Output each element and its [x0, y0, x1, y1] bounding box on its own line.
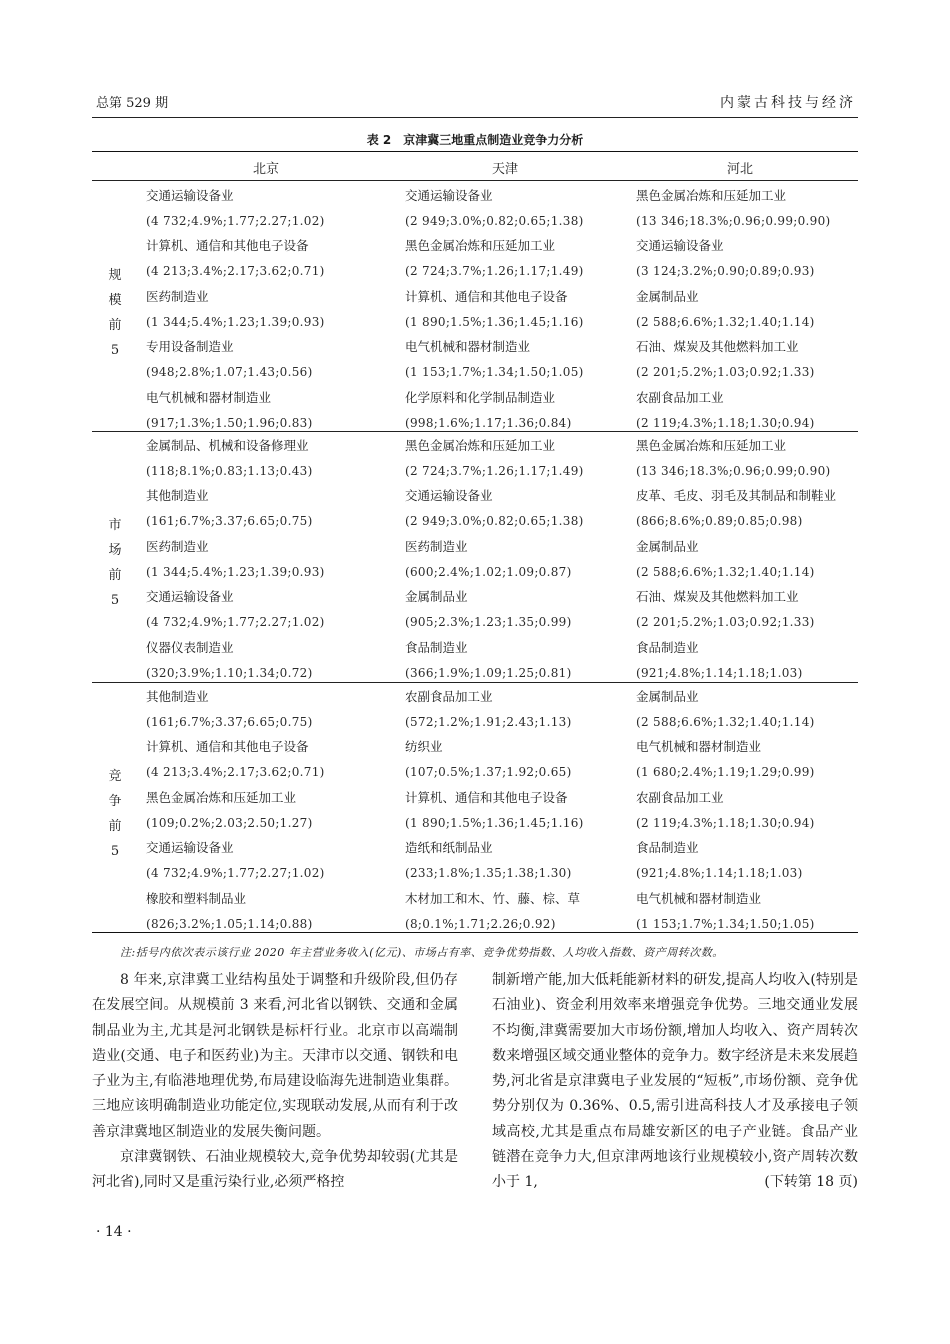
- industry-name: 黑色金属冶炼和压延加工业: [146, 789, 297, 805]
- table-cell-hebei: [636, 436, 831, 481]
- industry-stats: (2 588;6.6%;1.32;1.40;1.14): [636, 715, 815, 729]
- industry-name: 医药制造业: [146, 288, 209, 304]
- industry-name: 医药制造业: [146, 538, 209, 554]
- industry-name: 金属制品业: [636, 288, 699, 304]
- industry-stats: (572;1.2%;1.91;2.43;1.13): [405, 715, 572, 729]
- industry-stats: (998;1.6%;1.17;1.36;0.84): [405, 415, 572, 430]
- industry-name: 计算机、通信和其他电子设备: [146, 739, 309, 755]
- industry-stats: (921;4.8%;1.14;1.18;1.03): [636, 665, 803, 680]
- continuation-note: (下转第 18 页): [764, 1174, 858, 1191]
- table-cell-beijing: [146, 587, 325, 632]
- industry-stats: (118;8.1%;0.83;1.13;0.43): [146, 464, 313, 478]
- industry-name: 交通运输设备业: [146, 188, 234, 203]
- row-group-label-char: 前: [108, 318, 122, 333]
- industry-name: 农副食品加工业: [405, 689, 493, 704]
- table-title: 表 2 京津冀三地重点制造业竞争力分析: [366, 133, 584, 147]
- header-bottom-rule: [92, 180, 858, 181]
- industry-stats: (2 724;3.7%;1.26;1.17;1.49): [405, 464, 584, 478]
- industry-name: 石油、煤炭及其他燃料加工业: [636, 589, 799, 605]
- table-cell-beijing: [146, 687, 313, 732]
- industry-stats: (4 213;3.4%;2.17;3.62;0.71): [146, 264, 325, 279]
- industry-name: 计算机、通信和其他电子设备: [146, 238, 309, 254]
- journal-name: 内蒙古科技与经济: [720, 95, 856, 111]
- industry-stats: (4 732;4.9%;1.77;2.27;1.02): [146, 214, 325, 228]
- row-group-label-char: 场: [108, 543, 122, 558]
- industry-stats: (13 346;18.3%;0.96;0.99;0.90): [636, 464, 831, 478]
- column-header-tianjin: 天津: [491, 162, 518, 177]
- table-cell-hebei: [636, 486, 836, 531]
- table-cell-hebei: [636, 186, 831, 231]
- table-cell-beijing: [146, 486, 313, 531]
- table-cell-hebei: [636, 788, 815, 833]
- body-column-left: [92, 968, 458, 1196]
- industry-name: 黑色金属冶炼和压延加工业: [636, 438, 787, 453]
- row-group-label-char: 前: [108, 568, 122, 583]
- row-group-label-char: 5: [110, 343, 120, 358]
- table-cell-hebei: [636, 388, 815, 433]
- page-number: · 14 ·: [96, 1224, 132, 1240]
- industry-stats: (1 890;1.5%;1.36;1.45;1.16): [405, 314, 584, 329]
- paragraph: 京津冀钢铁、石油业规模较大,竞争优势却较弱(尤其是河北省),同时又是重污染行业,必须严格控: [92, 1149, 458, 1191]
- industry-name: 交通运输设备业: [405, 488, 493, 504]
- row-group-label-char: 模: [108, 293, 122, 308]
- industry-name: 交通运输设备业: [636, 238, 724, 254]
- table-cell-tianjin: [405, 287, 584, 332]
- table-cell-hebei: [636, 587, 815, 632]
- industry-stats: (2 588;6.6%;1.32;1.40;1.14): [636, 564, 815, 579]
- table-cell-tianjin: [405, 687, 572, 732]
- industry-name: 交通运输设备业: [146, 840, 234, 856]
- table-cell-beijing: [146, 337, 313, 382]
- table-cell-tianjin: [405, 236, 584, 281]
- table-cell-beijing: [146, 788, 313, 833]
- table-cell-tianjin: [405, 388, 572, 433]
- industry-stats: (4 732;4.9%;1.77;2.27;1.02): [146, 866, 325, 881]
- table-cell-hebei: [636, 687, 815, 732]
- industry-stats: (1 153;1.7%;1.34;1.50;1.05): [405, 365, 584, 380]
- header-rule: [92, 117, 858, 118]
- table-cell-hebei: [636, 638, 803, 683]
- industry-name: 黑色金属冶炼和压延加工业: [405, 238, 556, 254]
- industry-stats: (1 890;1.5%;1.36;1.45;1.16): [405, 815, 584, 830]
- industry-stats: (4 213;3.4%;2.17;3.62;0.71): [146, 765, 325, 780]
- industry-name: 电气机械和器材制造业: [636, 890, 762, 906]
- table-cell-hebei: [636, 337, 815, 382]
- table-cell-hebei: [636, 236, 815, 281]
- industry-name: 计算机、通信和其他电子设备: [405, 288, 568, 304]
- table-cell-tianjin: [405, 638, 572, 683]
- industry-stats: (2 949;3.0%;0.82;0.65;1.38): [405, 514, 584, 529]
- industry-stats: (2 201;5.2%;1.03;0.92;1.33): [636, 365, 815, 380]
- industry-name: 食品制造业: [636, 840, 699, 856]
- industry-name: 食品制造业: [405, 639, 468, 655]
- body-column-right: [492, 968, 858, 1196]
- industry-name: 黑色金属冶炼和压延加工业: [636, 188, 787, 203]
- industry-name: 金属制品业: [636, 538, 699, 554]
- industry-stats: (2 119;4.3%;1.18;1.30;0.94): [636, 815, 815, 830]
- industry-name: 石油、煤炭及其他燃料加工业: [636, 339, 799, 355]
- industry-name: 黑色金属冶炼和压延加工业: [405, 438, 556, 453]
- paragraph: [492, 968, 858, 1196]
- industry-stats: (2 201;5.2%;1.03;0.92;1.33): [636, 615, 815, 630]
- table-bottom-rule: [92, 932, 858, 933]
- industry-stats: (1 344;5.4%;1.23;1.39;0.93): [146, 564, 325, 579]
- industry-stats: (4 732;4.9%;1.77;2.27;1.02): [146, 615, 325, 630]
- table-cell-beijing: [146, 287, 325, 332]
- table-cell-tianjin: [405, 537, 572, 582]
- table-cell-hebei: [636, 838, 803, 883]
- group-divider-rule: [92, 682, 858, 683]
- table-cell-beijing: [146, 537, 325, 582]
- table-cell-tianjin: [405, 486, 584, 531]
- industry-name: 纺织业: [405, 739, 443, 755]
- industry-stats: (1 344;5.4%;1.23;1.39;0.93): [146, 314, 325, 329]
- table-cell-beijing: [146, 236, 325, 281]
- industry-name: 木材加工和木、竹、藤、棕、草: [405, 890, 581, 906]
- industry-stats: (1 680;2.4%;1.19;1.29;0.99): [636, 765, 815, 780]
- table-cell-tianjin: [405, 436, 584, 481]
- industry-stats: (109;0.2%;2.03;2.50;1.27): [146, 815, 313, 830]
- industry-name: 其他制造业: [146, 488, 209, 504]
- table-cell-tianjin: [405, 838, 572, 883]
- table-cell-hebei: [636, 537, 815, 582]
- industry-stats: (917;1.3%;1.50;1.96;0.83): [146, 415, 313, 430]
- industry-name: 造纸和纸制品业: [405, 840, 493, 856]
- table-cell-tianjin: [405, 186, 584, 231]
- table-cell-tianjin: [405, 337, 584, 382]
- industry-name: 农副食品加工业: [636, 389, 724, 405]
- industry-name: 橡胶和塑料制品业: [146, 890, 247, 906]
- table-cell-tianjin: [405, 737, 572, 782]
- industry-name: 电气机械和器材制造业: [146, 389, 272, 405]
- industry-name: 计算机、通信和其他电子设备: [405, 789, 568, 805]
- industry-name: 农副食品加工业: [636, 789, 724, 805]
- industry-name: 食品制造业: [636, 639, 699, 655]
- row-group-label: [100, 764, 130, 864]
- paragraph: 8 年来,京津冀工业结构虽处于调整和升级阶段,但仍存在发展空间。从规模前 3 来看,河北省以钢铁、交通和金属制品业为主,尤其是河北钢铁是标杆行业。北京市以高端制造业(交通、电子和医药业)为主。天津市以交通、钢铁和电子业为主,有临港地理优势,布局建设临海先进制造业集群。三地应该明确制造业功能定位,实现联动发展,从而有利于改善京津冀地区制造业的发展失衡问题。: [92, 972, 458, 1140]
- table-cell-tianjin: [405, 889, 580, 934]
- industry-stats: (320;3.9%;1.10;1.34;0.72): [146, 665, 313, 680]
- row-group-label-char: 市: [108, 518, 122, 533]
- row-group-label: [100, 513, 130, 613]
- industry-name: 仪器仪表制造业: [146, 639, 234, 655]
- industry-name: 电气机械和器材制造业: [636, 739, 762, 755]
- industry-name: 金属制品业: [636, 689, 699, 704]
- industry-stats: (233;1.8%;1.35;1.38;1.30): [405, 866, 572, 881]
- industry-stats: (8;0.1%;1.71;2.26;0.92): [405, 916, 556, 931]
- row-group-label-char: 前: [108, 819, 122, 834]
- row-group-label-char: 规: [108, 268, 122, 283]
- table-note: 注:括号内依次表示该行业 2020 年主营业务收入(亿元)、市场占有率、竞争优势指数、人均收入指数、资产周转次数。: [120, 946, 724, 959]
- table-cell-tianjin: [405, 587, 572, 632]
- table-cell-hebei: [636, 889, 815, 934]
- table-cell-hebei: [636, 737, 815, 782]
- running-header: [92, 92, 858, 116]
- row-group-label-char: 5: [110, 844, 120, 859]
- industry-stats: (161;6.7%;3.37;6.65;0.75): [146, 715, 313, 729]
- industry-name: 金属制品业: [405, 589, 468, 605]
- industry-name: 金属制品、机械和设备修理业: [146, 438, 309, 453]
- table-cell-beijing: [146, 737, 325, 782]
- industry-stats: (2 949;3.0%;0.82;0.65;1.38): [405, 214, 584, 228]
- table-cell-hebei: [636, 287, 815, 332]
- industry-stats: (866;8.6%;0.89;0.85;0.98): [636, 514, 803, 529]
- industry-name: 交通运输设备业: [146, 589, 234, 605]
- industry-stats: (2 724;3.7%;1.26;1.17;1.49): [405, 264, 584, 279]
- table-cell-tianjin: [405, 788, 584, 833]
- industry-stats: (600;2.4%;1.02;1.09;0.87): [405, 564, 572, 579]
- industry-name: 专用设备制造业: [146, 339, 234, 355]
- industry-stats: (826;3.2%;1.05;1.14;0.88): [146, 916, 313, 931]
- table-top-rule: [92, 151, 858, 152]
- table-cell-beijing: [146, 838, 325, 883]
- industry-stats: (1 153;1.7%;1.34;1.50;1.05): [636, 916, 815, 931]
- column-header-beijing: 北京: [252, 162, 279, 177]
- industry-name: 电气机械和器材制造业: [405, 339, 531, 355]
- industry-stats: (3 124;3.2%;0.90;0.89;0.93): [636, 264, 815, 279]
- industry-stats: (2 588;6.6%;1.32;1.40;1.14): [636, 314, 815, 329]
- row-group-label-char: 争: [108, 794, 122, 809]
- group-divider-rule: [92, 431, 858, 432]
- issue-number: 总第 529 期: [96, 96, 169, 111]
- row-group-label: [100, 263, 130, 363]
- industry-stats: (107;0.5%;1.37;1.92;0.65): [405, 765, 572, 780]
- industry-stats: (366;1.9%;1.09;1.25;0.81): [405, 665, 572, 680]
- table-cell-beijing: [146, 388, 313, 433]
- industry-stats: (948;2.8%;1.07;1.43;0.56): [146, 365, 313, 380]
- table-cell-beijing: [146, 436, 313, 481]
- table-cell-beijing: [146, 186, 325, 231]
- industry-name: 交通运输设备业: [405, 188, 493, 203]
- table-cell-beijing: [146, 638, 313, 683]
- industry-name: 皮革、毛皮、羽毛及其制品和制鞋业: [636, 488, 837, 504]
- row-group-label-char: 5: [110, 593, 120, 608]
- column-header-hebei: 河北: [726, 162, 753, 177]
- industry-stats: (921;4.8%;1.14;1.18;1.03): [636, 866, 803, 881]
- industry-stats: (905;2.3%;1.23;1.35;0.99): [405, 615, 572, 630]
- industry-stats: (161;6.7%;3.37;6.65;0.75): [146, 514, 313, 529]
- row-group-label-char: 竞: [108, 769, 122, 784]
- paragraph-text: 制新增产能,加大低耗能新材料的研发,提高人均收入(特别是石油业)、资金利用效率来增强竞争优势。三地交通业发展不均衡,津冀需要加大市场份额,增加人均收入、资产周转次数来增强区域交通业整体的竞争力。数字经济是未来发展趋势,河北省是京津冀电子业发展的“短板”,市场份额、竞争优势分别仅为 0.36%、0.5,需引进高科技人才及承接电子领域高校,尤其是重点布局雄安新区的电子产业链。食品产业链潜在竞争力大,但京津两地该行业规模较小,资产周转次数小于 1,: [492, 972, 858, 1191]
- table-cell-beijing: [146, 889, 313, 934]
- industry-stats: (13 346;18.3%;0.96;0.99;0.90): [636, 214, 831, 228]
- industry-name: 其他制造业: [146, 689, 209, 704]
- industry-stats: (2 119;4.3%;1.18;1.30;0.94): [636, 415, 815, 430]
- industry-name: 化学原料和化学制品制造业: [405, 389, 556, 405]
- industry-name: 医药制造业: [405, 538, 468, 554]
